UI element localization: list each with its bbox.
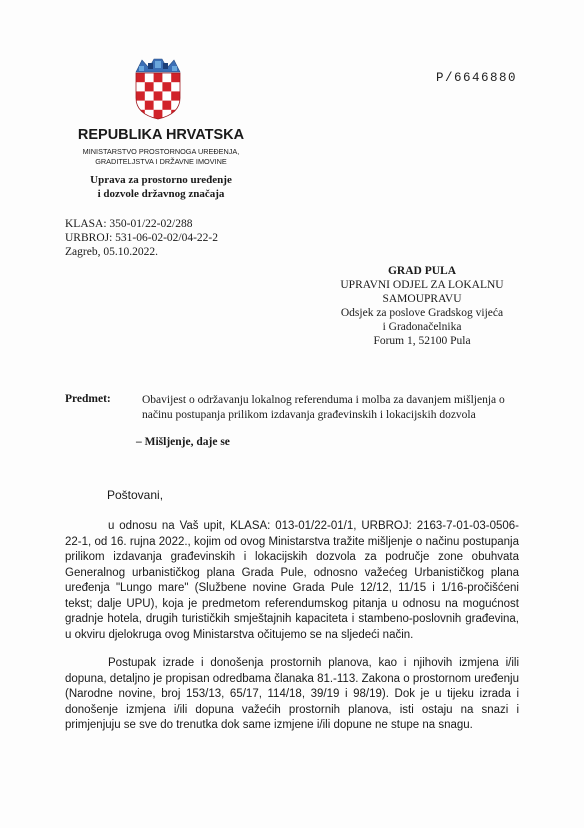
recipient-address: GRAD PULA UPRAVNI ODJEL ZA LOKALNU SAMOUPRAVU Odsjek za poslove Gradskog vijeća i Gradonačelnika Forum 1, 52100 Pula bbox=[340, 265, 504, 347]
reference-block bbox=[65, 217, 218, 259]
body-paragraph: Postupak izrade i donošenja prostornih planova, kao i njihovih izmjena i/ili dopuna, detaljno je propisan odredbama članaka 81.-113. Zakona o prostornom uređenju (Narodne novine, broj 153/13, 65/17, 114/18, 39/19 i 98/19). Dok je u tijeku izrada i donošenje izmjena i/ili dopuna važećih prostornih planova, isti ostaju na snazi i primjenjuju se sve do trenutka dok same izmjene i/ili dopune ne stupe na snagu. bbox=[65, 657, 519, 731]
body-paragraph: u odnosu na Vaš upit, KLASA: 013-01/22-01/1, URBROJ: 2163-7-01-03-0506-22-1, od 16. rujna 2022., kojim od ovog Ministarstva tražite mišljenje o načinu postupanja prilikom izdavanja građevinskih i lokacijskih dozvola za područje zone obuhvata Generalnog urbanističkog plana Grada Pule, odnosno važećeg Urbanističkog plana uređenja "Lungo mare" (Službene novine Grada Pule 12/12, 11/15 i 1/16-pročišćeni tekst; dalje UPU), koja je predmetom referendumskog pitanja u odnosu na mogućnost gradnje hotela, drugih turističkih smještajnih kapaciteta i stambeno-poslovnih građevina, u okviru djelokruga ovog Ministarstva očitujemo se na sljedeći način. bbox=[65, 520, 519, 641]
subject-label: Predmet: bbox=[65, 393, 111, 405]
ministry-name: MINISTARSTVO PROSTORNOGA UREĐENJA, GRADITELJSTVA I DRŽAVNE IMOVINE bbox=[82, 147, 240, 166]
issuer-title: REPUBLIKA HRVATSKA bbox=[77, 127, 245, 143]
subject-opinion: – Mišljenje, daje se bbox=[136, 436, 230, 448]
crown bbox=[136, 59, 180, 72]
department-name: Uprava za prostorno uređenje i dozvole državnog značaja bbox=[90, 174, 232, 200]
coat-of-arms-icon bbox=[133, 58, 183, 120]
greeting: Poštovani, bbox=[107, 488, 164, 502]
document-number: P/6646880 bbox=[436, 71, 518, 85]
place-date-line: Zagreb, 05.10.2022. bbox=[65, 246, 158, 258]
klasa-line: KLASA: 350-01/22-02/288 bbox=[65, 218, 193, 230]
checkerboard-shield bbox=[133, 73, 183, 120]
subject-text: Obavijest o održavanju lokalnog referenduma i molba za davanjem mišljenja o načinu postupanja prilikom izdavanja građevinskih i lokacijskih dozvola bbox=[142, 394, 505, 421]
urbroj-line: URBROJ: 531-06-02-02/04-22-2 bbox=[65, 232, 219, 244]
